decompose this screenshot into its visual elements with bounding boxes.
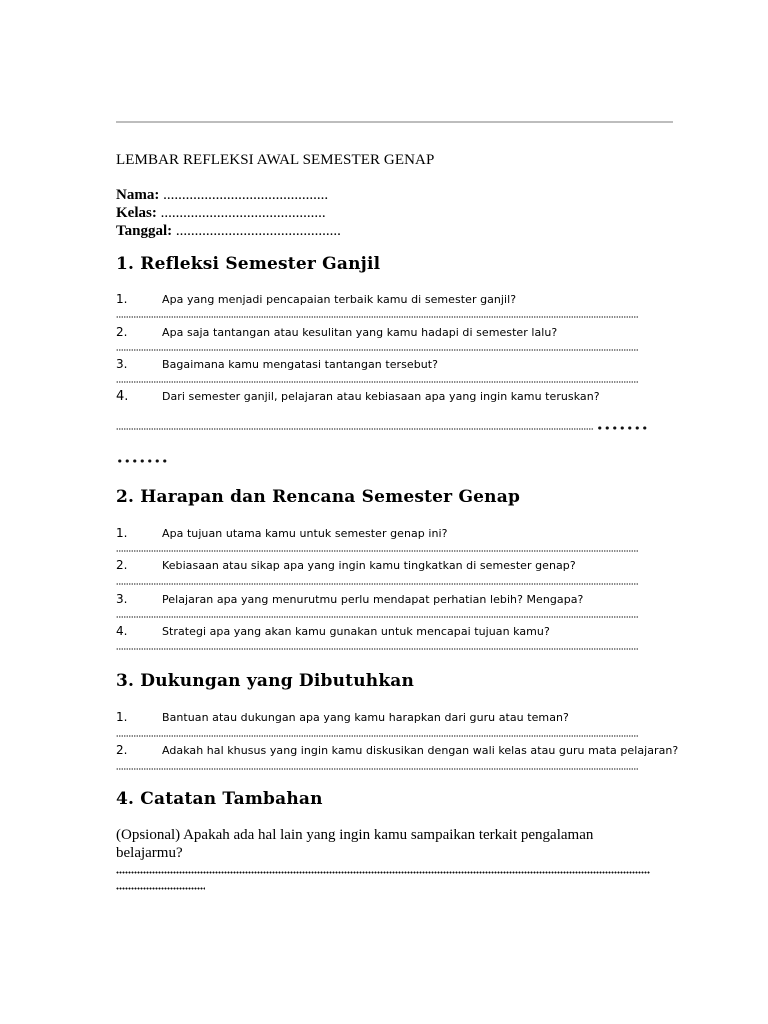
document-title: LEMBAR REFLEKSI AWAL SEMESTER GENAP [116, 152, 435, 168]
answer-line[interactable] [116, 887, 205, 890]
answer-line[interactable] [116, 871, 650, 874]
class-label: Kelas: [116, 205, 157, 221]
question-text: Strategi apa yang akan kamu gunakan untuk mencapai tujuan kamu? [162, 625, 550, 638]
top-divider [116, 121, 673, 123]
section-2-heading: 2. Harapan dan Rencana Semester Genap [116, 487, 521, 507]
name-blank: ............................................ [163, 187, 329, 203]
question-3-2 [116, 743, 679, 759]
answer-line[interactable] [116, 616, 638, 618]
question-2-3 [116, 592, 676, 608]
question-1-1 [116, 292, 676, 308]
question-1-4 [116, 389, 676, 405]
question-text: Bagaimana kamu mengatasi tantangan tersebut? [162, 358, 438, 371]
class-field[interactable] [116, 204, 326, 222]
notes-prompt: (Opsional) Apakah ada hal lain yang ingin kamu sampaikan terkait pengalaman belajarmu? [116, 827, 594, 861]
class-blank: ............................................ [160, 205, 326, 221]
question-number: 4. [116, 624, 128, 638]
answer-line[interactable] [116, 735, 638, 737]
question-text: Kebiasaan atau sikap apa yang ingin kamu tingkatkan di semester genap? [162, 559, 576, 572]
section-4-heading: 4. Catatan Tambahan [116, 789, 323, 809]
date-label: Tanggal: [116, 223, 173, 239]
question-text: Bantuan atau dukungan apa yang kamu harapkan dari guru atau teman? [162, 711, 569, 724]
question-number: 2. [116, 743, 128, 757]
question-number: 3. [116, 357, 128, 371]
question-number: 1. [116, 292, 128, 306]
question-text: Dari semester ganjil, pelajaran atau kebiasaan apa yang ingin kamu teruskan? [162, 390, 600, 403]
question-number: 4. [116, 389, 129, 404]
question-number: 2. [116, 558, 128, 572]
question-3-1 [116, 710, 676, 726]
question-number: 2. [116, 325, 128, 339]
question-1-2 [116, 325, 676, 341]
answer-line[interactable] [116, 583, 638, 585]
answer-line-continuation[interactable] [116, 459, 168, 463]
answer-line[interactable] [116, 381, 638, 383]
question-2-4 [116, 624, 676, 640]
question-text: Pelajaran apa yang menurutmu perlu mendapat perhatian lebih? Mengapa? [162, 593, 584, 606]
question-number: 1. [116, 526, 128, 540]
question-1-3 [116, 357, 676, 373]
question-text: Adakah hal khusus yang ingin kamu diskusikan dengan wali kelas atau guru mata pelajaran? [162, 744, 679, 757]
answer-line[interactable] [116, 648, 638, 650]
answer-line[interactable] [116, 768, 638, 770]
date-blank: ............................................ [175, 223, 341, 239]
name-label: Nama: [116, 187, 160, 203]
question-number: 3. [116, 592, 128, 606]
question-text: Apa tujuan utama kamu untuk semester genap ini? [162, 527, 448, 540]
question-2-2 [116, 558, 676, 574]
section-1-heading: 1. Refleksi Semester Ganjil [116, 254, 381, 274]
question-text: Apa saja tantangan atau kesulitan yang kamu hadapi di semester lalu? [162, 326, 558, 339]
answer-line[interactable] [116, 550, 638, 552]
question-number: 1. [116, 710, 128, 724]
question-text: Apa yang menjadi pencapaian terbaik kamu di semester ganjil? [162, 293, 517, 306]
section-3-heading: 3. Dukungan yang Dibutuhkan [116, 671, 415, 691]
answer-line[interactable] [116, 428, 594, 430]
answer-line[interactable] [116, 349, 638, 351]
name-field[interactable] [116, 186, 328, 204]
answer-line[interactable] [116, 316, 638, 318]
answer-line-continuation[interactable] [596, 426, 648, 430]
question-2-1 [116, 526, 676, 542]
date-field[interactable] [116, 222, 341, 240]
